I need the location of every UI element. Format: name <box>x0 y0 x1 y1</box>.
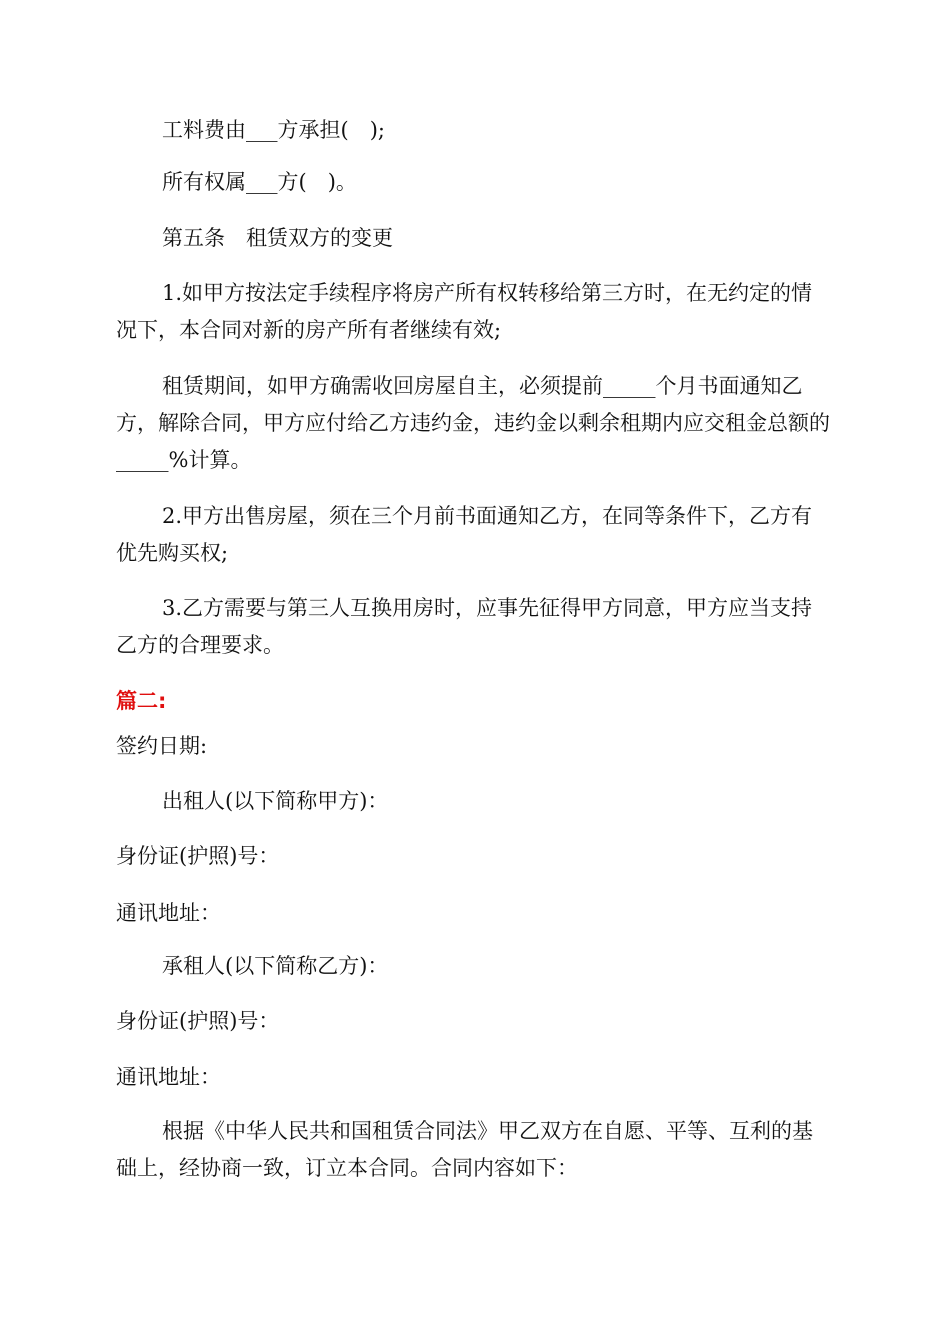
clause-labor-cost: 工料费由___方承担( ); <box>162 118 385 142</box>
lessee-address-label: 通讯地址： <box>116 1065 221 1089</box>
lessee-label: 承租人(以下简称乙方)： <box>162 954 389 978</box>
signing-date-label: 签约日期: <box>116 734 208 758</box>
clause-ownership: 所有权属___方( )。 <box>162 170 357 194</box>
lessor-address-label: 通讯地址： <box>116 901 221 925</box>
lessee-id-label: 身份证(护照)号： <box>116 1009 280 1033</box>
contract-preamble: 根据《中华人民共和国租赁合同法》甲乙双方在自愿、平等、互利的基础上，经协商一致，订立本合同。合同内容如下： <box>116 1119 813 1180</box>
article-five-title: 第五条 租赁双方的变更 <box>162 226 393 250</box>
clause-ownership-transfer: 1.如甲方按法定手续程序将房产所有权转移给第三方时，在无约定的情况下，本合同对新的房产所有者继续有效; <box>116 281 813 342</box>
lessor-label: 出租人(以下简称甲方)： <box>162 789 389 813</box>
lessor-id-label: 身份证(护照)号： <box>116 844 280 868</box>
clause-sale-priority: 2.甲方出售房屋，须在三个月前书面通知乙方，在同等条件下，乙方有优先购买权; <box>116 504 813 565</box>
clause-exchange-housing: 3.乙方需要与第三人互换用房时，应事先征得甲方同意，甲方应当支持乙方的合理要求。 <box>116 596 813 657</box>
clause-early-termination: 租赁期间，如甲方确需收回房屋自主，必须提前_____个月书面通知乙方，解除合同，甲方应付给乙方违约金，违约金以剩余租期内应交租金总额的_____%计算。 <box>116 374 830 472</box>
section-heading: 篇二: <box>116 689 167 713</box>
